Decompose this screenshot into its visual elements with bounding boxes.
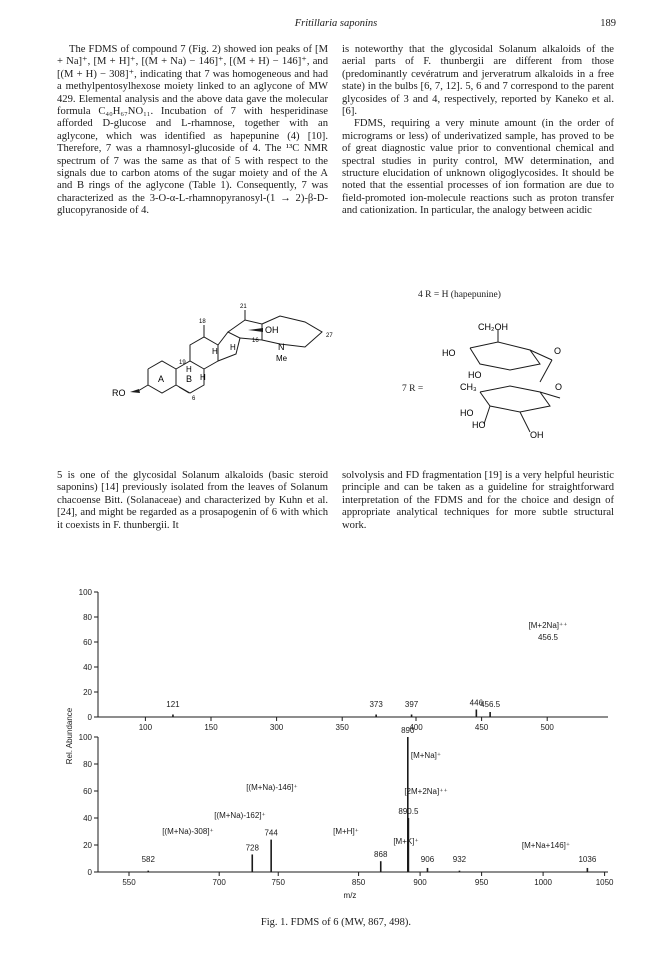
peak-label-lower: 582 — [141, 855, 155, 864]
peak-label-lower: 728 — [245, 843, 259, 853]
ch2oh-label: CH₂OH — [478, 322, 508, 332]
compound-7-label: 7 R = — [402, 384, 424, 394]
peak-label-lower: 890.5 — [398, 807, 419, 816]
position-21: 21 — [240, 304, 247, 310]
h-label-4: H — [230, 343, 236, 352]
me-label: Me — [276, 354, 288, 363]
ho-label-4: HO — [472, 420, 486, 430]
x-tick-label-upper: 300 — [269, 723, 284, 732]
fdms-spectrum-figure — [60, 572, 620, 910]
peak-label-upper: 121 — [166, 700, 180, 709]
oh-sugar-label: OH — [530, 430, 544, 440]
position-18: 18 — [199, 319, 206, 325]
peak-label-lower: 868 — [374, 850, 388, 860]
y-tick-label-upper: 0 — [87, 713, 92, 722]
annotation-lower-7: [M+Na+146]⁺ — [521, 841, 571, 850]
annotation-lower-1: [(M+Na)-146]⁺ — [246, 783, 298, 792]
ho-label-3: HO — [460, 408, 474, 418]
y-axis-title: Rel. Abundance — [65, 707, 74, 765]
x-tick-label-lower: 900 — [413, 878, 427, 887]
left-column-top — [57, 44, 328, 218]
ring-o-1: O — [554, 346, 562, 356]
y-tick-label-lower: 40 — [83, 814, 92, 823]
h-label-3: H — [200, 373, 206, 382]
y-tick-label-upper: 80 — [83, 613, 92, 622]
ho-label-1: HO — [442, 348, 456, 358]
page-number: 189 — [600, 18, 616, 29]
annotation-lower-6: [2M+2Na]⁺⁺ — [404, 787, 448, 796]
peak-label-lower: 1036 — [578, 855, 597, 864]
ring-b-label: B — [186, 374, 193, 384]
x-tick-label-upper: 400 — [409, 723, 423, 732]
n-label: N — [278, 342, 285, 352]
y-tick-label-lower: 80 — [83, 760, 92, 769]
h-label-1: H — [212, 347, 218, 356]
peak-label-lower: 890 — [401, 726, 415, 735]
x-tick-label-lower: 950 — [474, 878, 489, 887]
x-tick-label-lower: 700 — [212, 878, 226, 887]
y-tick-label-upper: 20 — [83, 688, 92, 697]
paragraph-aerial-parts: is noteworthy that the glycosidal Solanum alkaloids of the aerial parts of F. thunbergii are different from those (predominantly cevératrum and jerveratrum alkaloids in a free state) in the bulbs [6, 7, 12]. 5, 6 and 7 correspond to the parent glycosides of 3 and 4, respectively, reported by Kaneko et al. [6]. — [342, 44, 614, 118]
figure-caption: Fig. 1. FDMS of 6 (MW, 867, 498). — [260, 917, 412, 928]
y-tick-label-lower: 0 — [87, 868, 92, 877]
x-tick-label-upper: 100 — [138, 723, 153, 732]
x-tick-label-lower: 850 — [351, 878, 366, 887]
y-tick-label-lower: 20 — [83, 841, 92, 850]
position-6: 6 — [192, 396, 196, 402]
ring-a-label: A — [158, 374, 165, 384]
paragraph-fd-fragmentation: solvolysis and FD fragmentation [19] is a very helpful heuristic principle and can be taken as a guideline for straightforward interpretation of the FDMS and for the choice and design of appropriate analytical techniques for more subtle structural work. — [342, 470, 614, 531]
right-column-top — [342, 44, 614, 218]
x-tick-label-lower: 1050 — [595, 878, 614, 887]
annotation-lower-4: [M+H]⁺ — [333, 827, 359, 836]
y-tick-label-upper: 60 — [83, 638, 92, 647]
peak-label-lower: 744 — [264, 828, 278, 838]
running-title: Fritillaria saponins — [294, 18, 378, 29]
x-tick-label-lower: 550 — [122, 878, 136, 887]
y-tick-label-upper: 100 — [78, 588, 92, 597]
annotation-4565-upper: 456.5 — [537, 633, 559, 642]
ho-label-2: HO — [468, 370, 482, 380]
ch3-label: CH₃ — [460, 382, 477, 392]
right-column-mid — [342, 470, 614, 532]
annotation-lower-5: [M+K]⁺ — [393, 837, 419, 846]
annotation-lower-3: [(M+Na)-308]⁺ — [162, 827, 214, 836]
position-16: 16 — [252, 338, 259, 344]
compound-4-label: 4 R = H (hapepunine) — [418, 290, 501, 300]
y-tick-label-lower: 100 — [78, 733, 92, 742]
x-tick-label-upper: 350 — [335, 723, 349, 732]
ring-o-2: O — [555, 382, 563, 392]
paragraph-fdms-value: FDMS, requiring a very minute amount (in the order of micrograms or less) of underivatized sample, has proved to be of great diagnostic value prior to conventional chemical and spectral studies in purity control, MW determination, and structure elucidation of unknown oligoglycosides. It should be noted that the essential processes of ion formation are due to field-promoted ion-molecule reactions such as proton transfer and cationization. In particular, the analogy between acidic — [342, 118, 614, 217]
peak-label-lower: 932 — [452, 855, 467, 864]
h-label-2: H — [186, 365, 192, 374]
aglycone-structure — [100, 292, 350, 422]
oh-label: OH — [265, 325, 279, 335]
annotation-lower-0: [M+Na]⁺ — [410, 751, 442, 760]
x-axis-title: m/z — [343, 891, 357, 900]
paragraph-compound7-fdms: The FDMS of compound 7 (Fig. 2) showed ion peaks of [M + Na]⁺, [M + H]⁺, [(M + Na) − 146]⁺, [(M + H) − 146]⁺, and [(M + H) − 308]⁺, indicating that 7 was homogeneous and had a methylpentosylhexose moiety linked to an aglycone of MW 429. Elemental analysis and the above data gave the molecular formula C₄₀H₆₇NO₁₁. Incubation of 7 with hesperidinase afforded D-glucose and L-rhamnose, together with an aglycone, which was identified as hapepunine (4) [10]. Therefore, 7 was a rhamnosyl-glucoside of 4. The ¹³C NMR spectrum of 7 was the same as that of 5 with respect to the signals due to carbon atoms of the sugar moiety and of the A and B rings of the aglycone (Table 1). Consequently, 7 was characterized as the 3-O-α-L-rhamnopyranosyl-(1 → 2)-β-D-glucopyranoside of 4. — [57, 44, 328, 217]
y-tick-label-lower: 60 — [83, 787, 92, 796]
y-tick-label-upper: 40 — [83, 663, 92, 672]
disaccharide-structure — [440, 320, 580, 445]
x-tick-label-lower: 750 — [271, 878, 285, 887]
x-tick-label-lower: 1000 — [534, 878, 552, 887]
peak-label-upper: 373 — [369, 700, 383, 709]
paragraph-solanum-alkaloid: 5 is one of the glycosidal Solanum alkaloids (basic steroid saponins) [14] previously isolated from the leaves of Solanum chacoense Bitt. (Solanaceae) and characterized by Kuhn et al. [24], and might be regarded as a prosapogenin of 6 with which it coexists in F. thunbergii. It — [57, 470, 328, 531]
peak-label-upper: 397 — [404, 700, 419, 709]
x-tick-label-upper: 500 — [540, 723, 554, 732]
left-column-mid — [57, 470, 328, 532]
annotation-m2na-upper: [M+2Na]⁺⁺ — [528, 621, 568, 630]
x-tick-label-upper: 150 — [204, 723, 218, 732]
position-19: 19 — [179, 360, 186, 366]
position-27: 27 — [326, 333, 333, 339]
annotation-lower-2: [(M+Na)-162]⁺ — [214, 811, 266, 820]
peak-label-upper: 446 — [469, 698, 484, 708]
x-tick-label-upper: 450 — [474, 723, 489, 732]
peak-label-lower: 906 — [420, 855, 435, 864]
peak-label-upper: 456.5 — [480, 700, 501, 709]
ro-label: RO — [112, 388, 126, 398]
